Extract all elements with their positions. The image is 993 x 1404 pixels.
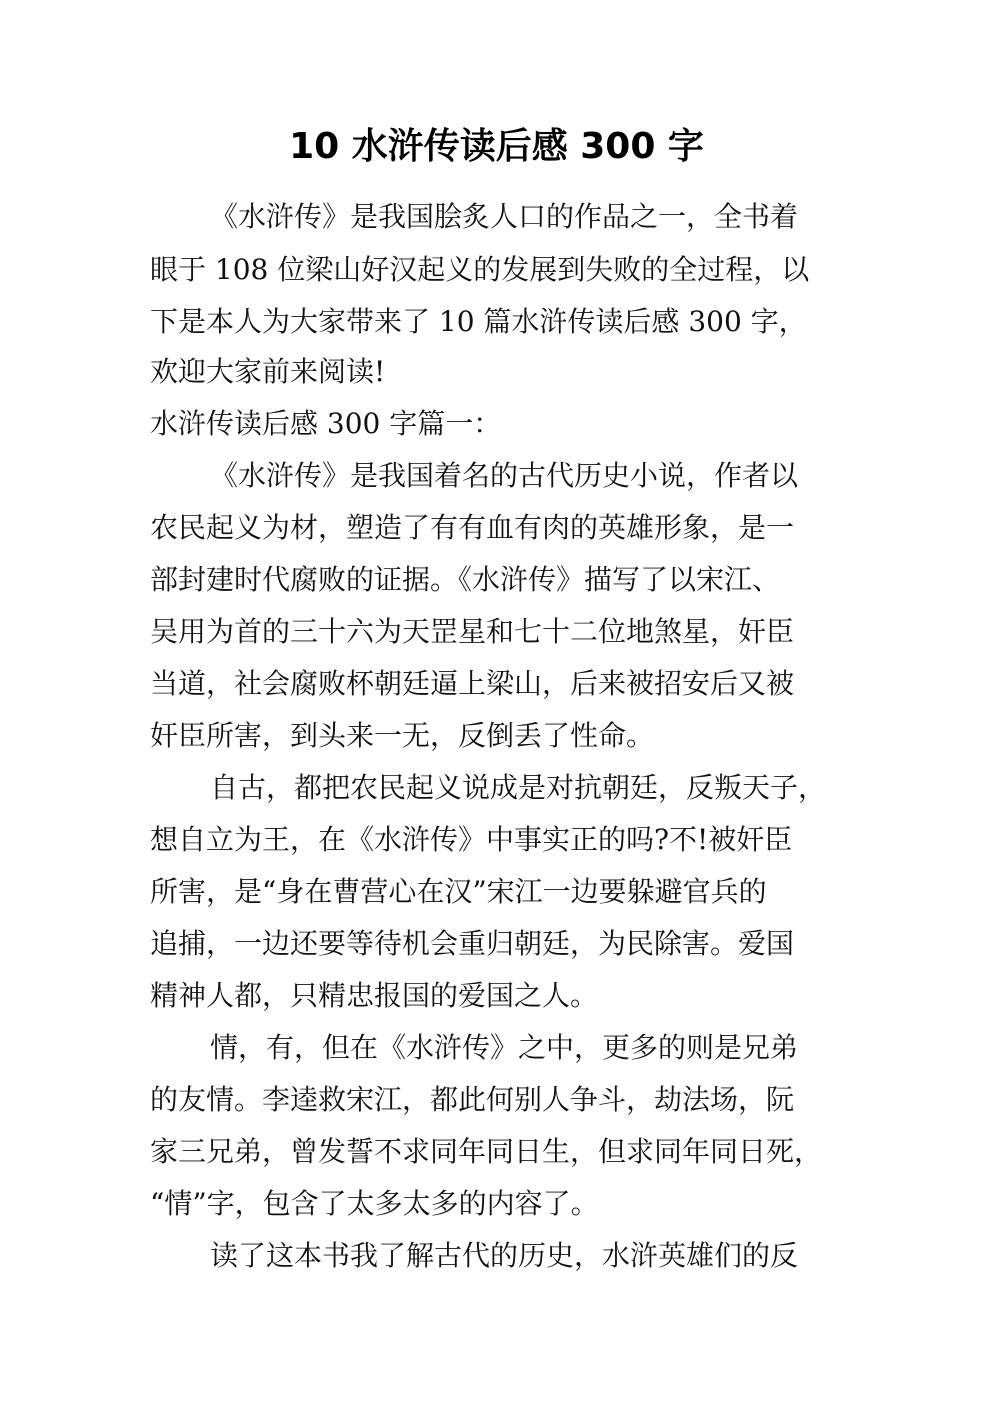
document-title: 10 水浒传读后感 300 字	[289, 126, 704, 167]
paragraph-line: 当道，社会腐败杯朝廷逼上梁山，后来被招安后又被	[150, 667, 795, 700]
paragraph-line: 追捕，一边还要等待机会重归朝廷，为民除害。爱国	[150, 927, 795, 960]
paragraph-line: “情”字，包含了太多太多的内容了。	[150, 1187, 599, 1220]
paragraph-line: 下是本人为大家带来了 10 篇水浒传读后感 300 字，	[150, 305, 807, 338]
paragraph-line: 读了这本书我了解古代的历史，水浒英雄们的反	[210, 1239, 799, 1272]
paragraph-line: 家三兄弟，曾发誓不求同年同日生，但求同年同日死，	[150, 1135, 823, 1168]
section-heading: 水浒传读后感 300 字篇一：	[150, 407, 502, 440]
paragraph-line: 眼于 108 位梁山好汉起义的发展到失败的全过程，以	[150, 253, 810, 286]
paragraph-line: 的友情。李逵救宋江，都此何别人争斗，劫法场，阮	[150, 1083, 795, 1116]
paragraph-line: 情，有，但在《水浒传》之中，更多的则是兄弟	[210, 1031, 799, 1064]
paragraph-line: 精神人都，只精忠报国的爱国之人。	[150, 979, 599, 1012]
paragraph-line: 农民起义为材，塑造了有有血有肉的英雄形象，是一	[150, 511, 795, 544]
paragraph-line: 《水浒传》是我国着名的古代历史小说，作者以	[210, 459, 799, 492]
paragraph-line: 《水浒传》是我国脍炙人口的作品之一，全书着	[210, 200, 799, 233]
paragraph-line: 自古，都把农民起义说成是对抗朝廷，反叛天子，	[210, 771, 827, 804]
paragraph-line: 部封建时代腐败的证据。《水浒传》描写了以宋江、	[150, 563, 781, 596]
paragraph-line: 想自立为王，在《水浒传》中事实正的吗?不!被奸臣	[150, 823, 793, 856]
paragraph-line: 奸臣所害，到头来一无，反倒丢了性命。	[150, 719, 655, 752]
paragraph-line: 欢迎大家前来阅读!	[150, 355, 386, 388]
paragraph-line: 吴用为首的三十六为天罡星和七十二位地煞星，奸臣	[150, 615, 795, 648]
paragraph-line: 所害，是“身在曹营心在汉”宋江一边要躲避官兵的	[150, 875, 767, 908]
